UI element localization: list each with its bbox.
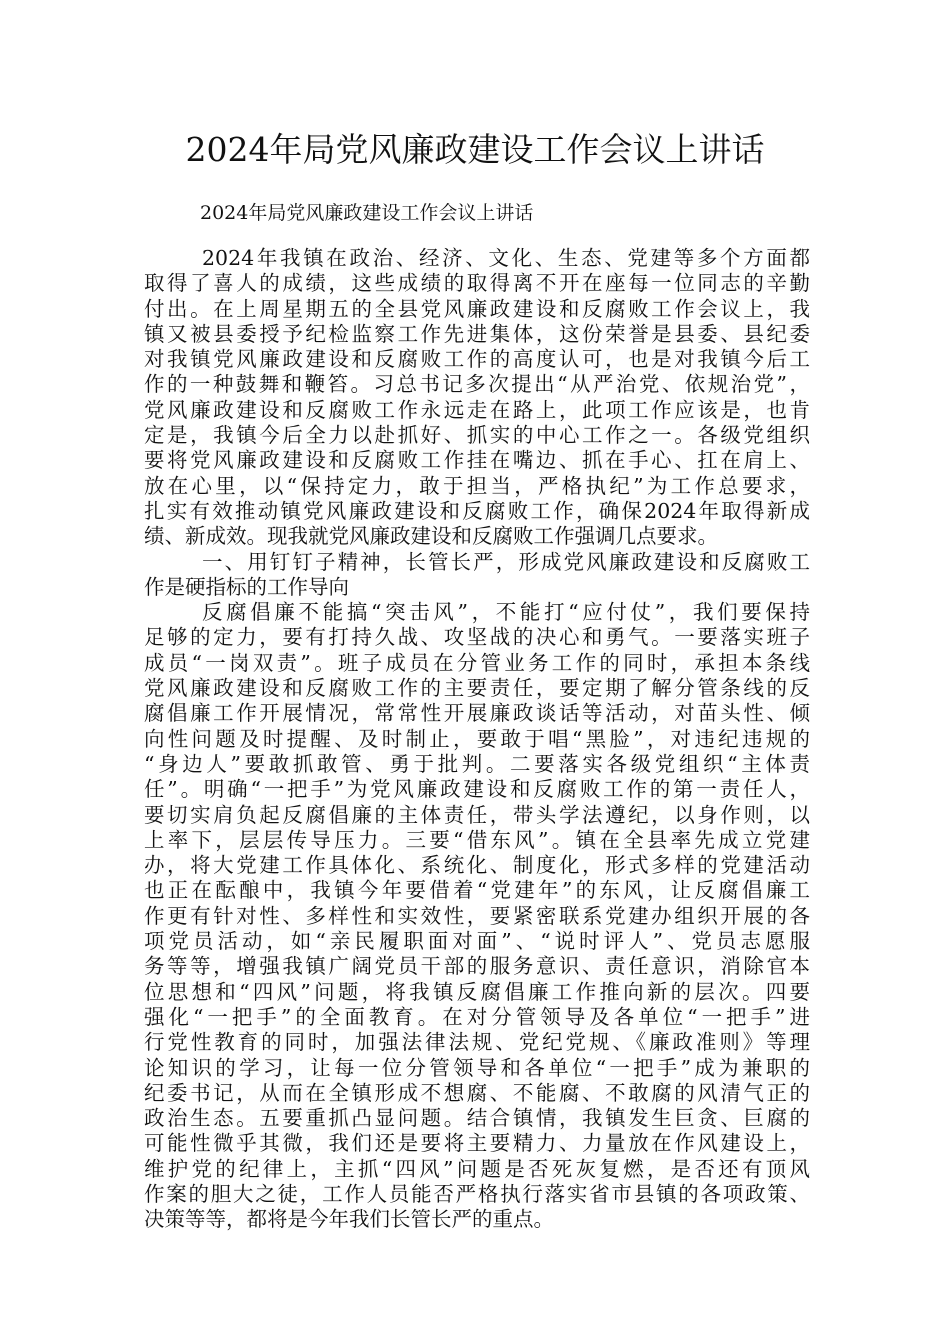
body-text-line: 论知识的学习，让每一位分管领导和各单位“一把手”成为兼职的 bbox=[144, 1055, 810, 1080]
body-text-line: 项党员活动，如“亲民履职面对面”、“说时评人”、党员志愿服 bbox=[144, 929, 810, 954]
body-text-line: 放在心里，以“保持定力，敢于担当，严格执纪”为工作总要求， bbox=[144, 473, 810, 498]
body-text-line: 扎实有效推动镇党风廉政建设和反腐败工作，确保2024年取得新成 bbox=[144, 498, 810, 523]
body-text-line: 也正在酝酿中，我镇今年要借着“党建年”的东风，让反腐倡廉工 bbox=[144, 878, 810, 903]
body-text-line: 定是，我镇今后全力以赴抓好、抓实的中心工作之一。各级党组织 bbox=[144, 423, 810, 448]
body-text-line: 作案的胆大之徒，工作人员能否严格执行落实省市县镇的各项政策、 bbox=[144, 1181, 810, 1206]
body-text-line: 镇又被县委授予纪检监察工作先进集体，这份荣誉是县委、县纪委 bbox=[144, 321, 810, 346]
body-text-line: 上率下，层层传导压力。三要“借东风”。镇在全县率先成立党建 bbox=[144, 827, 810, 852]
body-text-line: “身边人”要敢抓敢管、勇于批判。二要落实各级党组织“主体责 bbox=[144, 751, 810, 776]
body-text-line: 政治生态。五要重抓凸显问题。结合镇情，我镇发生巨贪、巨腐的 bbox=[144, 1106, 810, 1131]
body-text-line: 足够的定力，要有打持久战、攻坚战的决心和勇气。一要落实班子 bbox=[144, 625, 810, 650]
document-title: 2024年局党风廉政建设工作会议上讲话 bbox=[185, 130, 765, 169]
body-text-line: 务等等，增强我镇广阔党员干部的服务意识、责任意识，消除官本 bbox=[144, 954, 810, 979]
body-text-line: 要切实肩负起反腐倡廉的主体责任，带头学法遵纪，以身作则，以 bbox=[144, 802, 810, 827]
document-body bbox=[144, 246, 810, 1233]
body-text-line: 反腐倡廉不能搞“突击风”，不能打“应付仗”，我们要保持 bbox=[202, 600, 810, 625]
body-text-line: 位思想和“四风”问题，将我镇反腐倡廉工作推向新的层次。四要 bbox=[144, 979, 810, 1004]
body-text-line: 作的一种鼓舞和鞭笞。习总书记多次提出“从严治党、依规治党”， bbox=[144, 372, 810, 397]
body-text-line: 党风廉政建设和反腐败工作永远走在路上，此项工作应该是，也肯 bbox=[144, 397, 810, 422]
body-text-line: 任”。明确“一把手”为党风廉政建设和反腐败工作的第一责任人， bbox=[144, 777, 810, 802]
body-text-line: 取得了喜人的成绩，这些成绩的取得离不开在座每一位同志的辛勤 bbox=[144, 271, 810, 296]
body-text-line: 一、用钉钉子精神，长管长严，形成党风廉政建设和反腐败工 bbox=[202, 549, 810, 574]
body-text-line: 办，将大党建工作具体化、系统化、制度化，形式多样的党建活动 bbox=[144, 853, 810, 878]
body-text-line: 成员“一岗双责”。班子成员在分管业务工作的同时，承担本条线 bbox=[144, 650, 810, 675]
body-text-line: 向性问题及时提醒、及时制止，要敢于唱“黑脸”，对违纪违规的 bbox=[144, 726, 810, 751]
body-text-line: 2024年我镇在政治、经济、文化、生态、党建等多个方面都 bbox=[202, 246, 810, 270]
body-text-line: 对我镇党风廉政建设和反腐败工作的高度认可，也是对我镇今后工 bbox=[144, 347, 810, 372]
body-text-line: 强化“一把手”的全面教育。在对分管领导及各单位“一把手”进 bbox=[144, 1004, 810, 1029]
body-text-line: 维护党的纪律上，主抓“四风”问题是否死灰复燃，是否还有顶风 bbox=[144, 1156, 810, 1181]
body-text-line: 决策等等，都将是今年我们长管长严的重点。 bbox=[144, 1207, 554, 1232]
body-text-line: 可能性微乎其微，我们还是要将主要精力、力量放在作风建设上， bbox=[144, 1131, 810, 1156]
body-text-line: 纪委书记，从而在全镇形成不想腐、不能腐、不敢腐的风清气正的 bbox=[144, 1080, 810, 1105]
body-text-line: 付出。在上周星期五的全县党风廉政建设和反腐败工作会议上，我 bbox=[144, 296, 810, 321]
body-text-line: 绩、新成效。现我就党风廉政建设和反腐败工作强调几点要求。 bbox=[144, 524, 718, 549]
body-text-line: 作更有针对性、多样性和实效性，要紧密联系党建办组织开展的各 bbox=[144, 903, 810, 928]
body-text-line: 党风廉政建设和反腐败工作的主要责任，要定期了解分管条线的反 bbox=[144, 676, 810, 701]
body-text-line: 腐倡廉工作开展情况，常常性开展廉政谈话等活动，对苗头性、倾 bbox=[144, 701, 810, 726]
body-text-line: 要将党风廉政建设和反腐败工作挂在嘴边、抓在手心、扛在肩上、 bbox=[144, 448, 810, 473]
body-text-line: 行党性教育的同时，加强法律法规、党纪党规、《廉政准则》等理 bbox=[144, 1030, 810, 1055]
body-text-line: 作是硬指标的工作导向 bbox=[144, 574, 349, 599]
document-subtitle: 2024年局党风廉政建设工作会议上讲话 bbox=[200, 202, 534, 224]
